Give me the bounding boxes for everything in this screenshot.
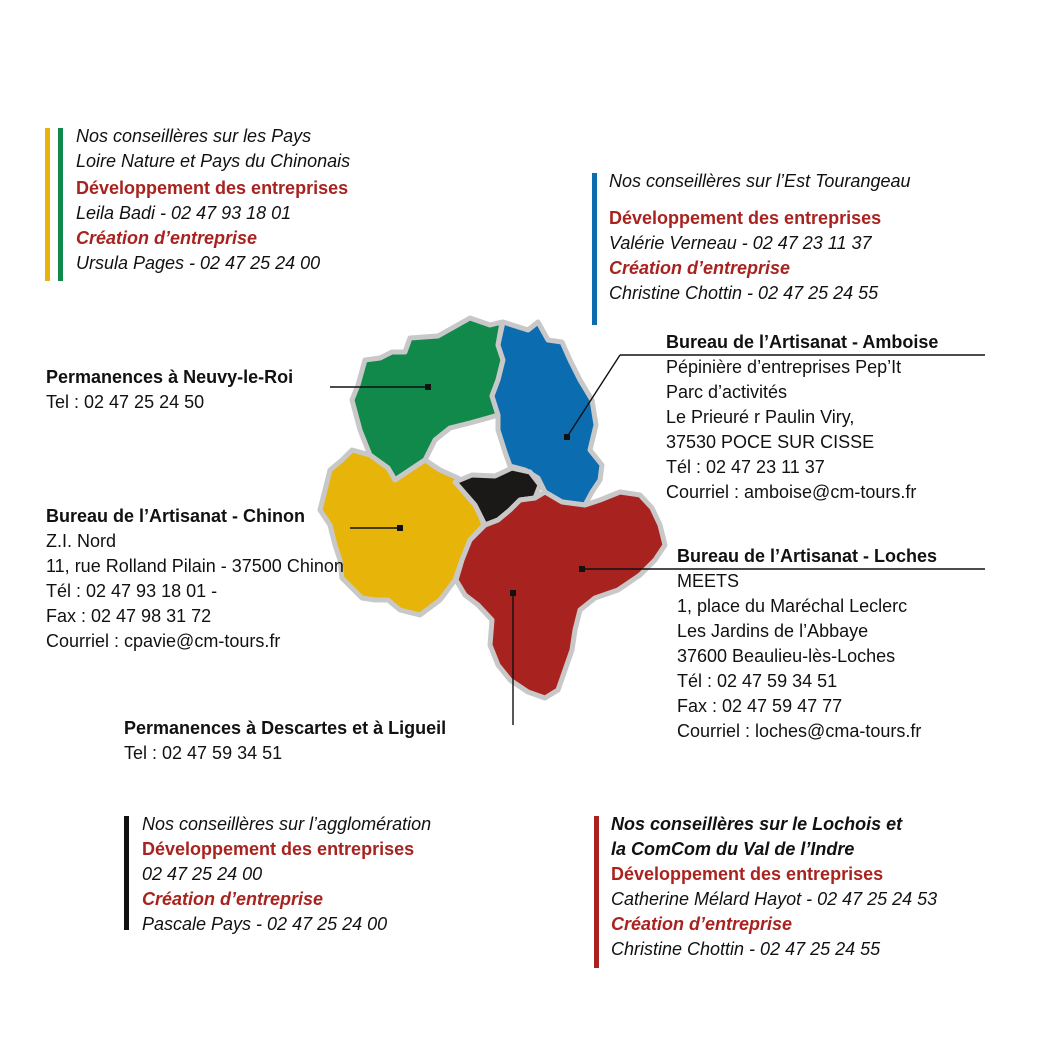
lochois-crea-label: Création d’entreprise	[611, 914, 793, 934]
loches-line-1: MEETS	[677, 571, 740, 591]
est-dev-contact: Valérie Verneau - 02 47 23 11 37	[609, 233, 872, 253]
loches-line-6: Fax : 02 47 59 47 77	[677, 696, 843, 716]
lochois-block	[611, 812, 937, 962]
pays-loire-crea-label: Création d’entreprise	[76, 228, 258, 248]
agglo-block	[142, 812, 431, 937]
pays-loire-dev-label: Développement des entreprises	[76, 178, 349, 198]
red-region	[456, 492, 665, 698]
pays-loire-dev-contact: Leila Badi - 02 47 93 18 01	[76, 203, 292, 223]
blue-bar	[592, 173, 597, 325]
chinon-line-4: Fax : 02 47 98 31 72	[46, 606, 212, 626]
agglo-crea-label: Création d’entreprise	[142, 889, 324, 909]
pays-loire-title-2: Loire Nature et Pays du Chinonais	[76, 151, 351, 171]
est-dev-label: Développement des entreprises	[609, 208, 882, 228]
descartes-title: Permanences à Descartes et à Ligueil	[124, 718, 447, 738]
neuvy-block	[46, 365, 293, 415]
descartes-block	[124, 716, 446, 766]
neuvy-tel: Tel : 02 47 25 24 50	[46, 392, 205, 412]
black-bar	[124, 816, 129, 930]
amboise-title: Bureau de l’Artisanat - Amboise	[666, 332, 939, 352]
chinon-title: Bureau de l’Artisanat - Chinon	[46, 506, 306, 526]
pays-loire-crea-contact: Ursula Pages - 02 47 25 24 00	[76, 253, 321, 273]
amboise-marker	[564, 434, 570, 440]
loches-marker	[579, 566, 585, 572]
amboise-line-1: Pépinière d’entreprises Pep’It	[666, 357, 902, 377]
amboise-line-6: Courriel : amboise@cm-tours.fr	[666, 482, 917, 502]
agglo-dev-label: Développement des entreprises	[142, 839, 415, 859]
chinon-line-1: Z.I. Nord	[46, 531, 117, 551]
amboise-line-2: Parc d’activités	[666, 382, 788, 402]
lochois-title-2: la ComCom du Val de l’Indre	[611, 839, 855, 859]
red-bar	[594, 816, 599, 968]
loches-title: Bureau de l’Artisanat - Loches	[677, 546, 938, 566]
pays-loire-title-1: Nos conseillères sur les Pays	[76, 126, 312, 146]
pays-loire-block	[76, 124, 350, 276]
loches-line-4: 37600 Beaulieu-lès-Loches	[677, 646, 896, 666]
amboise-line-5: Tél : 02 47 23 11 37	[666, 457, 825, 477]
descartes-tel: Tel : 02 47 59 34 51	[124, 743, 283, 763]
chinon-marker	[397, 525, 403, 531]
lochois-dev-contact: Catherine Mélard Hayot - 02 47 25 24 53	[611, 889, 938, 909]
chinon-line-5: Courriel : cpavie@cm-tours.fr	[46, 631, 281, 651]
amboise-line-4: 37530 POCE SUR CISSE	[666, 432, 875, 452]
neuvy-title: Permanences à Neuvy-le-Roi	[46, 367, 294, 387]
agglo-title: Nos conseillères sur l’agglomération	[142, 814, 432, 834]
loches-line-2: 1, place du Maréchal Leclerc	[677, 596, 908, 616]
lochois-title-1: Nos conseillères sur le Lochois et	[611, 814, 903, 834]
amboise-line-3: Le Prieuré r Paulin Viry,	[666, 407, 855, 427]
loches-line-7: Courriel : loches@cma-tours.fr	[677, 721, 922, 741]
est-title: Nos conseillères sur l’Est Tourangeau	[609, 171, 911, 191]
descartes-marker	[510, 590, 516, 596]
chinon-block	[46, 504, 344, 654]
loches-block	[677, 544, 937, 744]
chinon-line-2: 11, rue Rolland Pilain - 37500 Chinon	[46, 556, 344, 576]
loches-line-5: Tél : 02 47 59 34 51	[677, 671, 838, 691]
chinon-line-3: Tél : 02 47 93 18 01 -	[46, 581, 218, 601]
agglo-dev-contact: 02 47 25 24 00	[142, 864, 263, 884]
est-crea-contact: Christine Chottin - 02 47 25 24 55	[609, 283, 879, 303]
lochois-dev-label: Développement des entreprises	[611, 864, 884, 884]
lochois-crea-contact: Christine Chottin - 02 47 25 24 55	[611, 939, 881, 959]
loches-line-3: Les Jardins de l’Abbaye	[677, 621, 869, 641]
neuvy-marker	[425, 384, 431, 390]
est-tourangeau-block	[609, 169, 911, 306]
yellow-bar	[45, 128, 50, 281]
agglo-crea-contact: Pascale Pays - 02 47 25 24 00	[142, 914, 388, 934]
est-crea-label: Création d’entreprise	[609, 258, 791, 278]
amboise-block	[666, 330, 938, 505]
green-bar	[58, 128, 63, 281]
